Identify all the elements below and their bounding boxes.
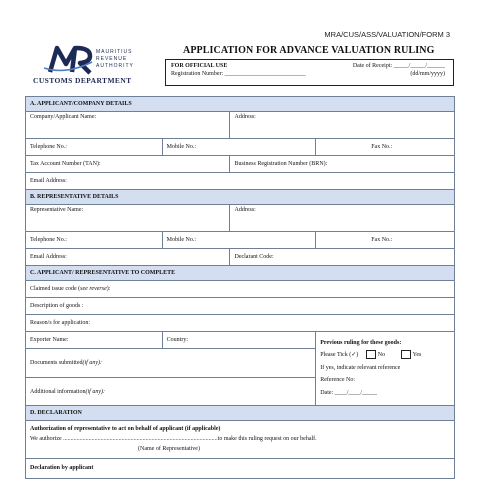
description-of-goods-field[interactable]: Description of goods :	[26, 298, 455, 315]
department-name: CUSTOMS DEPARTMENT	[33, 76, 132, 85]
brn-field[interactable]: Business Registration Number (BRN):	[230, 156, 455, 173]
ruling-date-field[interactable]: Date: ____/____/_____	[320, 389, 378, 396]
no-checkbox[interactable]	[366, 350, 376, 359]
official-use-box	[165, 59, 454, 86]
applicant-fax-field[interactable]: Fax No.:	[316, 139, 455, 156]
section-d-header: D. DECLARATION	[26, 406, 455, 421]
declaration-block	[26, 459, 455, 479]
representative-name-hint: (Name of Representative)	[138, 446, 200, 452]
representative-telephone-field[interactable]: Telephone No.:	[26, 232, 163, 249]
yes-label: Yes	[412, 352, 422, 359]
representative-mobile-field[interactable]: Mobile No.:	[162, 232, 316, 249]
section-c-header: C. APPLICANT/ REPRESENTATIVE TO COMPLETE	[26, 266, 455, 281]
date-format-hint: (dd/mm/yyyy)	[410, 71, 445, 77]
applicant-address-field[interactable]: Address:	[230, 112, 455, 139]
additional-italic: (if any):	[85, 388, 105, 395]
date-of-receipt-field[interactable]: Date of Receipt: _____/_____/______	[352, 63, 445, 69]
official-use-label: FOR OFFICIAL USE	[171, 63, 228, 69]
company-name-field[interactable]: Company/Applicant Name:	[26, 112, 230, 139]
declaration-title: Declaration by applicant	[30, 465, 94, 471]
svg-text:AUTHORITY: AUTHORITY	[96, 63, 134, 69]
representative-name-field[interactable]: Representative Name:	[26, 205, 230, 232]
applicant-email-field[interactable]: Email Address:	[26, 173, 455, 190]
form-reference: MRA/CUS/ASS/VALUATION/FORM 3	[324, 30, 450, 39]
form-title: APPLICATION FOR ADVANCE VALUATION RULING	[183, 45, 435, 56]
applicant-telephone-field[interactable]: Telephone No.:	[26, 139, 163, 156]
representative-address-field[interactable]: Address:	[230, 205, 455, 232]
additional-information-field[interactable]	[26, 378, 316, 406]
claimed-code-label: Claimed issue code (	[30, 286, 81, 292]
country-field[interactable]: Country:	[162, 332, 316, 349]
if-yes-hint: If yes, indicate relevant reference	[320, 364, 401, 371]
declarant-code-field[interactable]: Declarant Code:	[230, 249, 455, 266]
yes-checkbox[interactable]	[401, 350, 411, 359]
applicant-mobile-field[interactable]: Mobile No.:	[162, 139, 316, 156]
additional-label: Additional information	[30, 388, 86, 395]
tick-label: Please Tick (✓)	[320, 352, 359, 359]
reasons-field[interactable]: Reason/s for application:	[26, 315, 455, 332]
authorization-title: Authorization of representative to act on behalf of applicant (if applicable)	[30, 426, 221, 432]
exporter-name-field[interactable]: Exporter Name:	[26, 332, 163, 349]
claimed-issue-code-field[interactable]	[26, 281, 455, 298]
claimed-code-end: ):	[106, 286, 111, 292]
documents-submitted-field[interactable]	[26, 349, 316, 378]
previous-ruling-panel	[316, 332, 455, 406]
no-label: No	[377, 352, 386, 359]
tan-field[interactable]: Tax Account Number (TAN):	[26, 156, 230, 173]
registration-number-field[interactable]: Registration Number: ___________________________	[171, 71, 306, 77]
authorization-block	[26, 421, 455, 459]
documents-italic: (if any):	[82, 360, 102, 366]
documents-label: Documents submitted	[30, 360, 83, 366]
reference-number-field[interactable]: Reference No:	[320, 377, 356, 384]
claimed-code-italic: see reverse	[80, 286, 107, 292]
svg-text:MAURITIUS: MAURITIUS	[96, 49, 133, 55]
we-authorize-line[interactable]: We authorize .......................................................................................................to make this ruling request on our behalf.	[30, 436, 317, 442]
svg-text:REVENUE: REVENUE	[96, 56, 128, 62]
tick-row	[320, 349, 450, 362]
previous-ruling-title: Previous ruling for these goods:	[320, 339, 402, 346]
representative-fax-field[interactable]: Fax No.:	[316, 232, 455, 249]
section-a-header: A. APPLICANT/COMPANY DETAILS	[26, 97, 455, 112]
application-form-table	[25, 96, 455, 479]
representative-email-field[interactable]: Email Address:	[26, 249, 230, 266]
section-b-header: B. REPRESENTATIVE DETAILS	[26, 190, 455, 205]
